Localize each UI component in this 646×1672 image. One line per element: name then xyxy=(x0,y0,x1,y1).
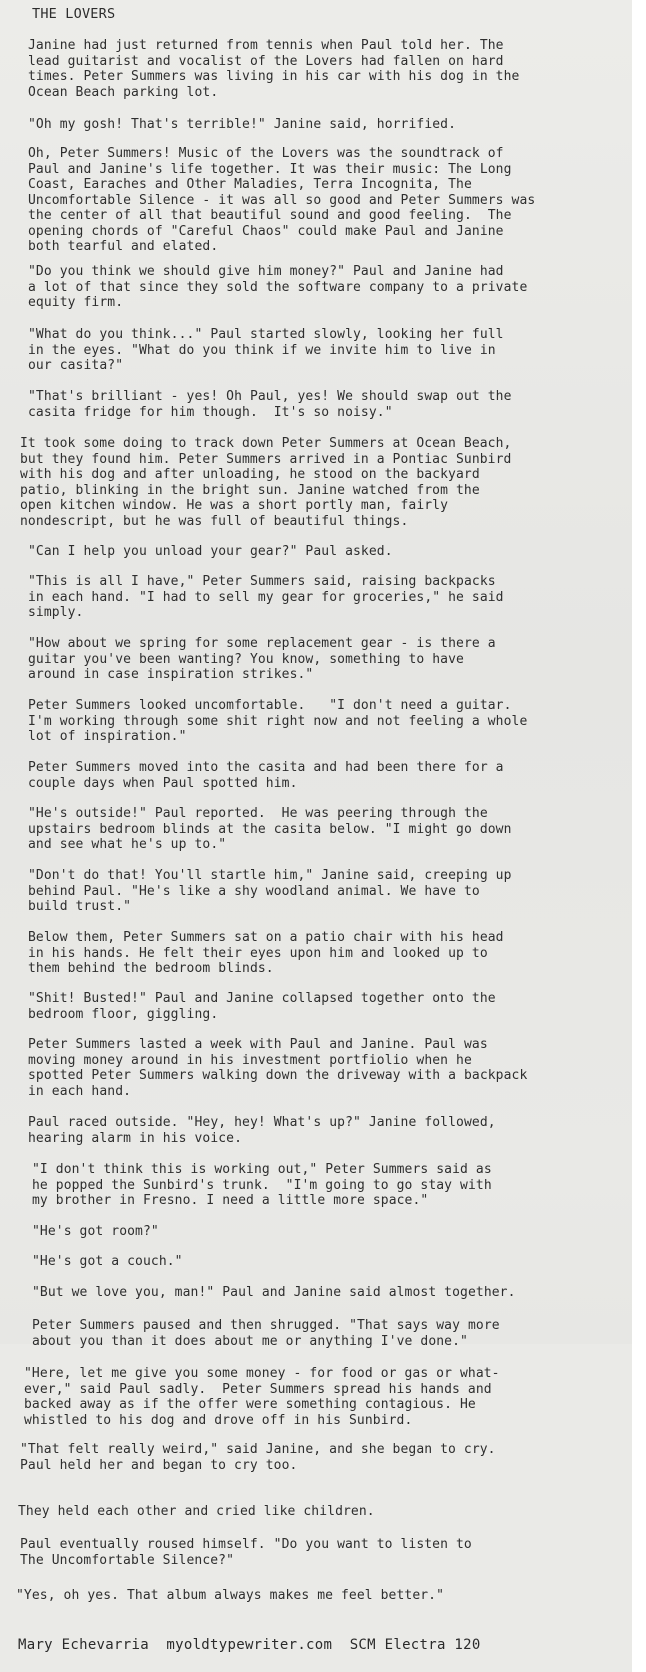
paragraph-18: Paul raced outside. "Hey, hey! What's up?" Janine followed, hearing alarm in his voice. xyxy=(28,1115,496,1146)
paragraph-24: "Here, let me give you some money - for food or gas or what- ever," said Paul sadly. Peter Summers spread his hands and backed away as if the offer were something contagious. He whistled to his dog and drove off in his Sunbird. xyxy=(24,1366,500,1428)
paragraph-16: "Shit! Busted!" Paul and Janine collapsed together onto the bedroom floor, giggling. xyxy=(28,991,496,1022)
paragraph-17: Peter Summers lasted a week with Paul and Janine. Paul was moving money around in his investment portfiolio when he spotted Peter Summers walking down the driveway with a backpack in each hand. xyxy=(28,1037,528,1099)
paragraph-9: "This is all I have," Peter Summers said, raising backpacks in each hand. "I had to sell my gear for groceries," he said simply. xyxy=(28,574,504,620)
story-title: THE LOVERS xyxy=(32,6,116,22)
paragraph-5: "What do you think..." Paul started slowly, looking her full in the eyes. "What do you think if we invite him to live in our casita?" xyxy=(28,327,504,373)
paragraph-2: "Oh my gosh! That's terrible!" Janine said, horrified. xyxy=(28,117,457,132)
page-edge xyxy=(632,0,646,1672)
paragraph-25: "That felt really weird," said Janine, and she began to cry. Paul held her and began to cry too. xyxy=(20,1442,496,1473)
paragraph-7: It took some doing to track down Peter Summers at Ocean Beach, but they found him. Peter Summers arrived in a Pontiac Sunbird with his dog and after unloading, he stood on the backyard patio, blinking in the bright sun. Janine watched from the open kitchen window. He was a short portly man, fairly nondescript, but he was full of beautiful things. xyxy=(20,436,512,529)
paragraph-11: Peter Summers looked uncomfortable. "I don't need a guitar. I'm working through some shit right now and not feeling a whole lot of inspiration." xyxy=(28,698,528,744)
paragraph-3: Oh, Peter Summers! Music of the Lovers was the soundtrack of Paul and Janine's life together. It was their music: The Long Coast, Earaches and Other Maladies, Terra Incognita, The Uncomfortable Silence - it was all so good and Peter Summers was the center of all that beautiful sound and good feeling. The opening chords of "Careful Chaos" could make Paul and Janine both tearful and elated. xyxy=(28,146,536,254)
paragraph-27: Paul eventually roused himself. "Do you want to listen to The Uncomfortable Silence?" xyxy=(20,1537,472,1568)
paragraph-13: "He's outside!" Paul reported. He was peering through the upstairs bedroom blinds at the casita below. "I might go down and see what he's up to." xyxy=(28,806,512,852)
paragraph-15: Below them, Peter Summers sat on a patio chair with his head in his hands. He felt their eyes upon him and looked up to them behind the bedroom blinds. xyxy=(28,930,504,976)
paragraph-1: Janine had just returned from tennis when Paul told her. The lead guitarist and vocalist of the Lovers had fallen on hard times. Peter Summers was living in his car with his dog in the Ocean Beach parking lot. xyxy=(28,38,520,100)
paragraph-12: Peter Summers moved into the casita and had been there for a couple days when Paul spotted him. xyxy=(28,760,504,791)
paragraph-6: "That's brilliant - yes! Oh Paul, yes! We should swap out the casita fridge for him though. It's so noisy." xyxy=(28,389,512,420)
paragraph-10: "How about we spring for some replacement gear - is there a guitar you've been wanting? You know, something to have around in case inspiration strikes." xyxy=(28,636,496,682)
paragraph-26: They held each other and cried like children. xyxy=(18,1504,375,1519)
paragraph-20: "He's got room?" xyxy=(32,1224,159,1239)
paragraph-28: "Yes, oh yes. That album always makes me feel better." xyxy=(16,1588,445,1603)
paragraph-21: "He's got a couch." xyxy=(32,1254,183,1269)
author-signature-line: Mary Echevarria myoldtypewriter.com SCM Electra 120 xyxy=(18,1637,481,1653)
paragraph-14: "Don't do that! You'll startle him," Janine said, creeping up behind Paul. "He's like a shy woodland animal. We have to build trust." xyxy=(28,868,512,914)
paragraph-19: "I don't think this is working out," Peter Summers said as he popped the Sunbird's trunk. "I'm going to go stay with my brother in Fresno. I need a little more space." xyxy=(32,1162,492,1208)
paragraph-8: "Can I help you unload your gear?" Paul asked. xyxy=(28,544,393,559)
paragraph-23: Peter Summers paused and then shrugged. "That says way more about you than it does about me or anything I've done." xyxy=(32,1318,500,1349)
paragraph-4: "Do you think we should give him money?" Paul and Janine had a lot of that since they sold the software company to a private equity firm. xyxy=(28,264,528,310)
paragraph-22: "But we love you, man!" Paul and Janine said almost together. xyxy=(32,1285,516,1300)
